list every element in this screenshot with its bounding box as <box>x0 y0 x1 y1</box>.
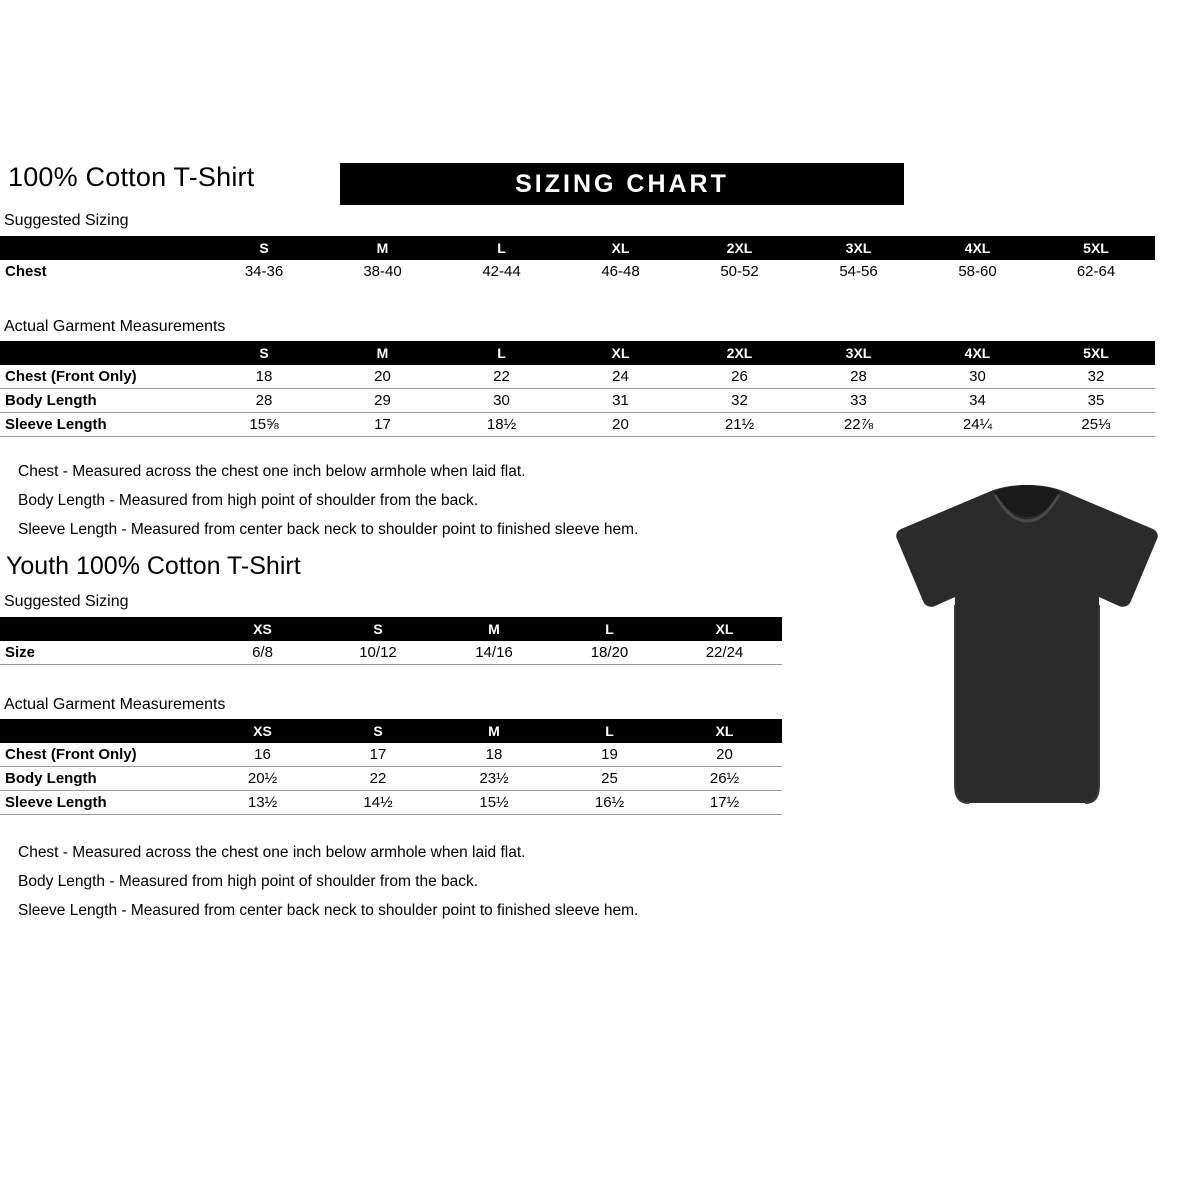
cell: 18½ <box>486 416 517 433</box>
cell: 30 <box>969 368 986 385</box>
cell: 22/24 <box>705 644 744 661</box>
cell: 29 <box>374 392 391 409</box>
cell: 21½ <box>724 416 755 433</box>
cell: 16 <box>254 746 271 763</box>
youth-note-chest: Chest - Measured across the chest one inch below armhole when laid flat. <box>18 844 526 861</box>
col-head: L <box>605 723 614 739</box>
table-row <box>0 641 782 665</box>
cell: 6/8 <box>252 644 273 661</box>
col-head: 3XL <box>845 240 872 256</box>
cell: 58-60 <box>958 263 997 280</box>
table-header-row <box>0 617 782 641</box>
col-head: M <box>376 240 389 256</box>
row-label: Sleeve Length <box>5 416 107 433</box>
cell: 10/12 <box>359 644 397 661</box>
row-label: Chest (Front Only) <box>5 746 137 763</box>
sizing-chart-banner-label: SIZING CHART <box>515 169 729 198</box>
table-header-row <box>0 341 1155 365</box>
col-head: M <box>376 345 389 361</box>
cell: 28 <box>255 392 273 409</box>
col-head: 2XL <box>726 240 753 256</box>
table-header-row <box>0 236 1155 260</box>
col-head: 2XL <box>726 345 753 361</box>
cell: 32 <box>1087 368 1105 385</box>
cell: 31 <box>612 392 629 409</box>
col-head: 3XL <box>845 345 872 361</box>
cell: 15½ <box>479 794 509 811</box>
cell: 25 <box>601 770 618 787</box>
cell: 33 <box>850 392 867 409</box>
row-label: Body Length <box>5 770 97 787</box>
cell: 25⅓ <box>1081 416 1111 433</box>
col-head: S <box>259 345 269 361</box>
cell: 18 <box>485 746 503 763</box>
cell: 35 <box>1087 392 1105 409</box>
col-head: XS <box>253 723 272 739</box>
cell: 34-36 <box>244 263 284 280</box>
tshirt-illustration <box>895 485 1160 815</box>
cell: 20 <box>716 746 733 763</box>
table-row <box>0 767 782 791</box>
youth-actual-table <box>0 719 782 815</box>
cell: 15⅝ <box>249 416 279 433</box>
cell: 34 <box>969 392 986 409</box>
table-header-row <box>0 719 782 743</box>
cell: 23½ <box>479 770 509 787</box>
table-row <box>0 389 1155 413</box>
cell: 17 <box>369 746 387 763</box>
col-head <box>0 719 205 743</box>
youth-suggested-label: Suggested Sizing <box>4 593 129 610</box>
cell: 54-56 <box>839 263 878 280</box>
sizing-chart-banner <box>340 163 904 205</box>
youth-actual-label: Actual Garment Measurements <box>4 696 226 713</box>
col-head: L <box>497 240 506 256</box>
cell: 18 <box>255 368 273 385</box>
cell: 19 <box>601 746 618 763</box>
adult-actual-table <box>0 341 1155 437</box>
col-head: 4XL <box>964 345 991 361</box>
row-label: Chest <box>5 263 47 280</box>
col-head: L <box>497 345 506 361</box>
cell: 22 <box>493 368 510 385</box>
col-head <box>0 617 205 641</box>
col-head: XL <box>715 621 734 637</box>
table-row <box>0 791 782 815</box>
cell: 20 <box>374 368 391 385</box>
col-head: XS <box>253 621 272 637</box>
col-head: XL <box>611 240 630 256</box>
cell: 32 <box>731 392 748 409</box>
cell: 42-44 <box>482 263 521 280</box>
col-head <box>0 341 205 365</box>
cell: 16½ <box>594 794 625 811</box>
cell: 24¼ <box>962 416 993 433</box>
col-head: S <box>259 240 269 256</box>
cell: 14/16 <box>475 644 513 661</box>
cell: 13½ <box>247 794 278 811</box>
adult-actual-label: Actual Garment Measurements <box>4 318 226 335</box>
cell: 24 <box>612 368 629 385</box>
table-row <box>0 413 1155 437</box>
cell: 22⅞ <box>843 416 874 433</box>
col-head: S <box>373 621 383 637</box>
col-head: L <box>605 621 614 637</box>
cell: 26 <box>731 368 748 385</box>
col-head: M <box>488 723 500 739</box>
col-head: M <box>488 621 500 637</box>
youth-suggested-table <box>0 617 782 665</box>
cell: 30 <box>493 392 510 409</box>
cell: 26½ <box>709 770 740 787</box>
table-row <box>0 260 1155 283</box>
col-head: XL <box>715 723 734 739</box>
youth-note-sleeve-length: Sleeve Length - Measured from center back neck to shoulder point to finished sleeve hem. <box>18 902 639 919</box>
cell: 50-52 <box>720 263 759 280</box>
cell: 17 <box>374 416 391 433</box>
cell: 18/20 <box>590 644 629 661</box>
col-head: S <box>373 723 383 739</box>
col-head: 5XL <box>1083 345 1109 361</box>
row-label: Size <box>5 644 36 661</box>
row-label: Body Length <box>5 392 97 409</box>
youth-section-title: Youth 100% Cotton T-Shirt <box>6 552 301 580</box>
table-row <box>0 743 782 767</box>
youth-note-body-length: Body Length - Measured from high point of shoulder from the back. <box>18 873 479 890</box>
cell: 38-40 <box>363 263 402 280</box>
row-label: Chest (Front Only) <box>5 368 137 385</box>
adult-suggested-table <box>0 236 1155 283</box>
cell: 46-48 <box>601 263 640 280</box>
adult-note-chest: Chest - Measured across the chest one inch below armhole when laid flat. <box>18 463 526 480</box>
adult-section-title: 100% Cotton T-Shirt <box>8 162 255 192</box>
cell: 62-64 <box>1076 263 1116 280</box>
col-head: 5XL <box>1083 240 1109 256</box>
cell: 20½ <box>247 770 278 787</box>
tshirt-icon <box>895 485 1160 815</box>
adult-note-sleeve-length: Sleeve Length - Measured from center back neck to shoulder point to finished sleeve hem. <box>18 521 639 538</box>
cell: 28 <box>850 368 867 385</box>
col-head: XL <box>611 345 630 361</box>
cell: 17½ <box>709 794 740 811</box>
col-head: 4XL <box>964 240 991 256</box>
row-label: Sleeve Length <box>5 794 107 811</box>
table-row <box>0 365 1155 389</box>
cell: 20 <box>612 416 629 433</box>
cell: 22 <box>369 770 387 787</box>
adult-note-body-length: Body Length - Measured from high point of shoulder from the back. <box>18 492 479 509</box>
cell: 14½ <box>363 794 393 811</box>
adult-suggested-label: Suggested Sizing <box>4 212 129 229</box>
col-head <box>0 236 205 260</box>
